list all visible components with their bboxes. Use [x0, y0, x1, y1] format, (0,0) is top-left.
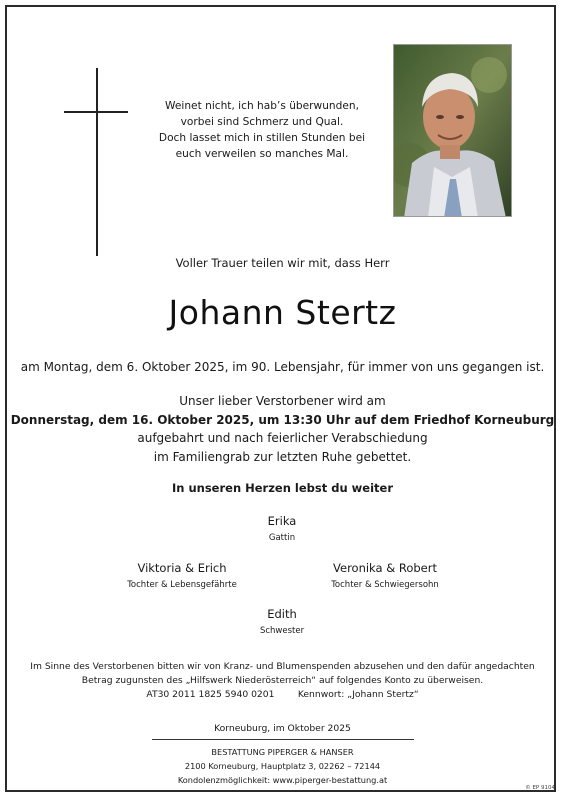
mourner-role: Tochter & Schwiegersohn — [331, 580, 439, 590]
mourner-edith — [232, 607, 332, 636]
poem-line: euch verweilen so manches Mal. — [175, 148, 349, 160]
poem-line: Weinet nicht, ich hab’s überwunden, — [165, 100, 359, 112]
poem-line: Doch lasset mich in stillen Stunden bei — [158, 132, 366, 144]
mourner-name: Edith — [267, 607, 297, 621]
funeral-line: aufgebahrt und nach feierlicher Verabschiedung — [137, 431, 428, 445]
death-notice: am Montag, dem 6. Oktober 2025, im 90. Lebensjahr, für immer von uns gegangen ist. — [20, 360, 545, 374]
undertaker-address: 2100 Korneuburg, Hauptplatz 3, 02262 – 72144 — [184, 761, 381, 771]
mourner-viktoria — [92, 561, 272, 590]
mourner-role: Schwester — [259, 626, 305, 636]
poem — [150, 98, 374, 162]
donation-line: Im Sinne des Verstorbenen bitten wir von Kranz- und Blumenspenden abzusehen und den dafür angedachten — [30, 661, 535, 672]
funeral-line: im Familiengrab zur letzten Ruhe gebettet. — [153, 449, 412, 464]
place-date: Korneuburg, im Oktober 2025 — [214, 723, 351, 734]
donation-account: AT30 2011 1825 5940 0201 Kennwort: „Johann Stertz“ — [146, 689, 419, 700]
deceased-name: Johann Stertz — [168, 293, 397, 332]
poem-line: vorbei sind Schmerz und Qual. — [180, 116, 344, 128]
mourner-role: Tochter & Lebensgefährte — [127, 580, 237, 590]
mourner-veronika — [300, 561, 470, 590]
undertaker-info — [0, 745, 565, 787]
condolence-link[interactable]: Kondolenzmöglichkeit: www.piperger-bestattung.at — [177, 775, 388, 785]
undertaker-name: BESTATTUNG PIPERGER & HANSER — [211, 747, 354, 757]
mourner-name: Erika — [267, 514, 297, 528]
mourner-role: Gattin — [268, 533, 296, 543]
donation-line: Betrag zugunsten des „Hilfswerk Niederösterreich“ auf folgendes Konto zu überweisen. — [81, 675, 484, 686]
cross-icon — [96, 68, 98, 256]
mourner-name: Veronika & Robert — [333, 561, 437, 575]
print-code: © EP 9104 — [525, 785, 555, 791]
mourner-name: Viktoria & Erich — [137, 561, 227, 575]
motto: In unseren Herzen lebst du weiter — [171, 481, 393, 495]
cross-icon-bar — [64, 111, 128, 113]
funeral-line: Unser lieber Verstorbener wird am — [179, 394, 386, 408]
funeral-info — [0, 392, 565, 466]
mourner-erika — [232, 514, 332, 543]
portrait-photo — [393, 44, 512, 217]
donation-notice — [0, 660, 565, 702]
divider — [152, 739, 414, 740]
intro-text: Voller Trauer teilen wir mit, dass Herr — [175, 256, 390, 270]
funeral-date-line: Donnerstag, dem 16. Oktober 2025, um 13:30 Uhr auf dem Friedhof Korneuburg — [10, 412, 555, 427]
